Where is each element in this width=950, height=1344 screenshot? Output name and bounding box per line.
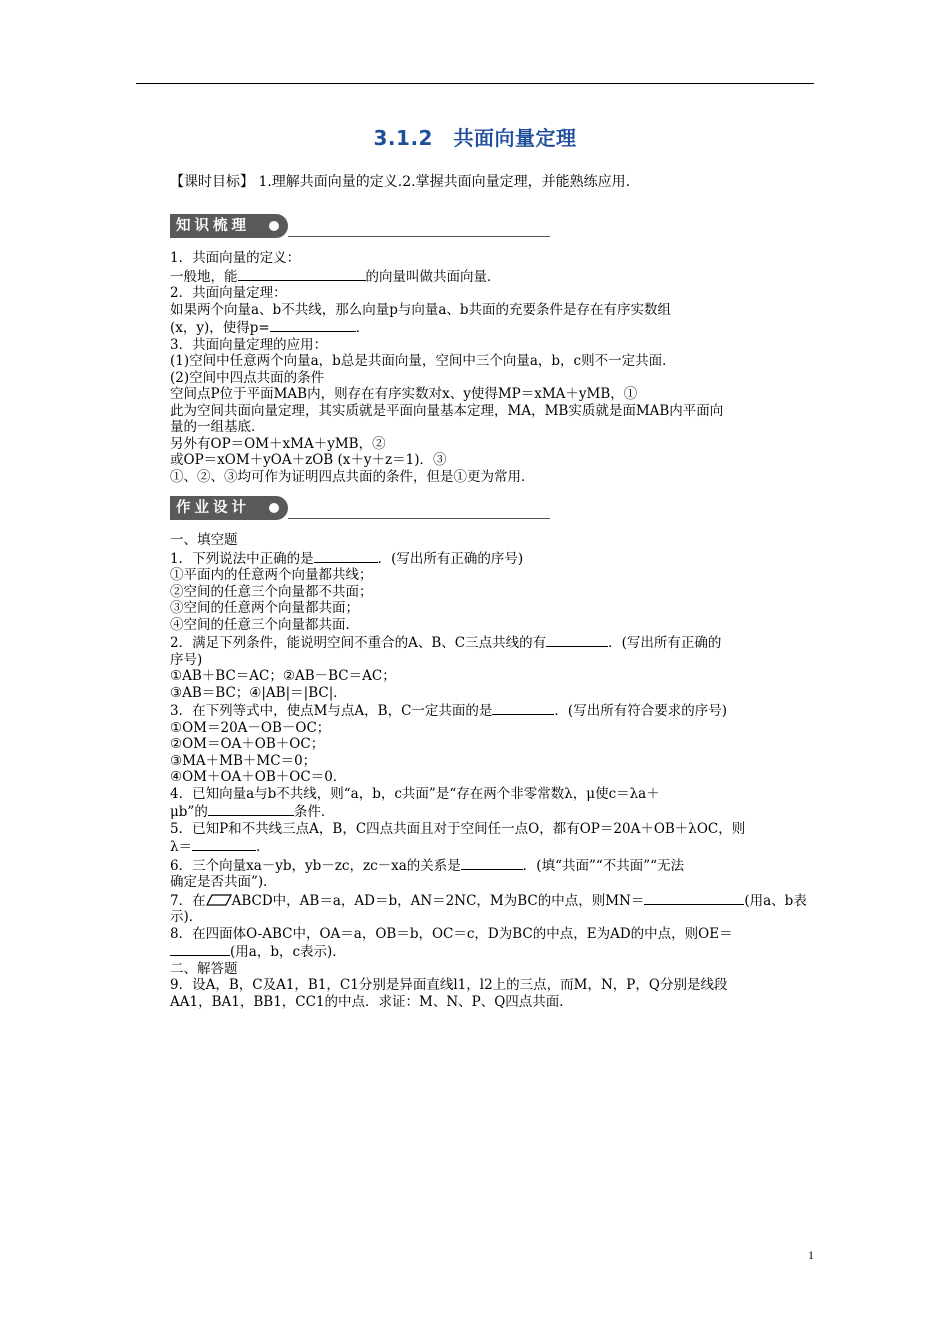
text-line: 一般地，能 的向量叫做共面向量． — [170, 268, 501, 285]
text-line: ④空间的任意三个向量都共面． — [170, 616, 359, 633]
text-line: AA1，BA1，BB1，CC1的中点．求证：M、N、P、Q四点共面． — [170, 993, 573, 1010]
text-line: 另外有OP＝OM＋xMA＋yMB，② — [170, 435, 386, 452]
answer-blank — [461, 856, 523, 870]
banner-label: 作业设计 — [170, 496, 288, 520]
text-line: (x，y)，使得p= ． — [170, 320, 370, 336]
answer-blank — [644, 891, 744, 905]
question-1: 1．下列说法中正确的是 ．(写出所有正确的序号) — [170, 550, 524, 567]
answer-blank — [546, 633, 608, 647]
text-line: ②OM＝OA＋OB＋OC； — [170, 736, 325, 752]
answer-blank — [192, 837, 256, 851]
text-line: 如果两个向量a、b不共线，那么向量p与向量a、b共面的充要条件是存在有序实数组 — [170, 301, 672, 318]
text-line: (用a，b，c表示)． — [170, 942, 816, 961]
lesson-goal — [170, 171, 630, 191]
text-line: (2)空间中四点共面的条件 — [170, 369, 325, 386]
text-line: ④OM＋OA＋OB＋OC＝0． — [170, 769, 347, 785]
text-line: 或OP＝xOM＋yOA＋zOB (x＋y＋z＝1)．③ — [170, 452, 447, 468]
text-line: μb”的 条件． — [170, 804, 335, 820]
question-9: 9．设A，B，C及A1，B1，C1分别是异面直线l1，l2上的三点，而M，N，P，Q分别是线段 — [170, 977, 728, 993]
answer-blank — [208, 802, 294, 816]
text-line: ①平面内的任意两个向量都共线； — [170, 567, 373, 583]
text-line: ③MA＋MB＋MC＝0； — [170, 752, 317, 769]
answer-blank — [492, 701, 554, 715]
section-banner-homework — [170, 496, 550, 520]
text-line: λ＝ ． — [170, 839, 270, 855]
question-2: 2．满足下列条件，能说明空间不重合的A、B、C三点共线的有 ．(写出所有正确的 — [170, 635, 722, 651]
text-line: ①OM＝20A－OB－OC； — [170, 719, 331, 736]
section-banner-knowledge — [170, 214, 550, 238]
page-number: 1 — [808, 1248, 814, 1262]
question-7: 7．在 ABCD中，AB＝a，AD＝b，AN＝2NC，M为BC的中点，则MN＝ (用a、b表 — [170, 892, 807, 909]
text-line: 确定是否共面”)． — [170, 874, 277, 890]
text-line: ③AB＝BC；④|AB|＝|BC|． — [170, 684, 347, 701]
answer-blank — [170, 942, 230, 956]
text-line: 序号) — [170, 651, 203, 668]
text-line: 3．共面向量定理的应用： — [170, 336, 328, 353]
goal-label: 【课时目标】 — [170, 174, 254, 190]
text-line: 一、填空题 — [170, 532, 238, 548]
text-line: ③空间的任意两个向量都共面； — [170, 600, 359, 616]
knowledge-content — [170, 250, 816, 485]
banner-underline — [288, 518, 550, 519]
header-rule — [136, 83, 814, 84]
text-line: 2．共面向量定理： — [170, 285, 287, 301]
homework-content — [170, 532, 816, 1010]
text-line: (1)空间中任意两个向量a，b总是共面向量，空间中三个向量a，b，c则不一定共面． — [170, 353, 676, 369]
bullet-dot-icon — [269, 503, 279, 513]
question-3: 3．在下列等式中，使点M与点A，B，C一定共面的是 ．(写出所有符合要求的序号) — [170, 703, 727, 719]
text-line: 量的一组基底． — [170, 419, 265, 435]
question-8: 8．在四面体O-ABC中，OA＝a，OB＝b，OC＝c，D为BC的中点，E为AD的中点，则OE＝ — [170, 925, 733, 942]
text-line: ①、②、③均可作为证明四点共面的条件，但是①更为常用． — [170, 468, 535, 485]
banner-label: 知识梳理 — [170, 214, 288, 238]
text-line: 1．共面向量的定义： — [170, 250, 301, 266]
text-line: ①AB＋BC＝AC；②AB－BC＝AC； — [170, 668, 396, 684]
question-4: 4．已知向量a与b不共线，则“a，b，c共面”是“存在两个非零常数λ，μ使c＝λa＋ — [170, 785, 660, 802]
text-line: 示)． — [170, 909, 203, 925]
banner-underline — [288, 236, 550, 237]
question-6: 6．三个向量xa－yb，yb－zc，zc－xa的关系是 ．(填“共面”“不共面”“无法 — [170, 857, 685, 874]
page-title: 3.1.2 共面向量定理 — [373, 126, 577, 150]
parallelogram-icon — [206, 894, 232, 906]
goal-text: 1.理解共面向量的定义.2.掌握共面向量定理，并能熟练应用. — [258, 174, 631, 190]
text-line: 空间点P位于平面MAB内，则存在有序实数对x、y使得MP＝xMA＋yMB，① — [170, 386, 638, 402]
text-line: 此为空间共面向量定理，其实质就是平面向量基本定理，MA，MB实质就是面MAB内平面向 — [170, 402, 724, 419]
bullet-dot-icon — [269, 221, 279, 231]
text-line: 二、解答题 — [170, 960, 238, 977]
answer-blank — [270, 318, 356, 332]
question-5: 5．已知P和不共线三点A，B，C四点共面且对于空间任一点O，都有OP＝20A＋OB＋λOC，则 — [170, 820, 746, 837]
answer-blank — [238, 267, 366, 281]
text-line: ②空间的任意三个向量都不共面； — [170, 583, 373, 600]
answer-blank — [314, 549, 378, 563]
